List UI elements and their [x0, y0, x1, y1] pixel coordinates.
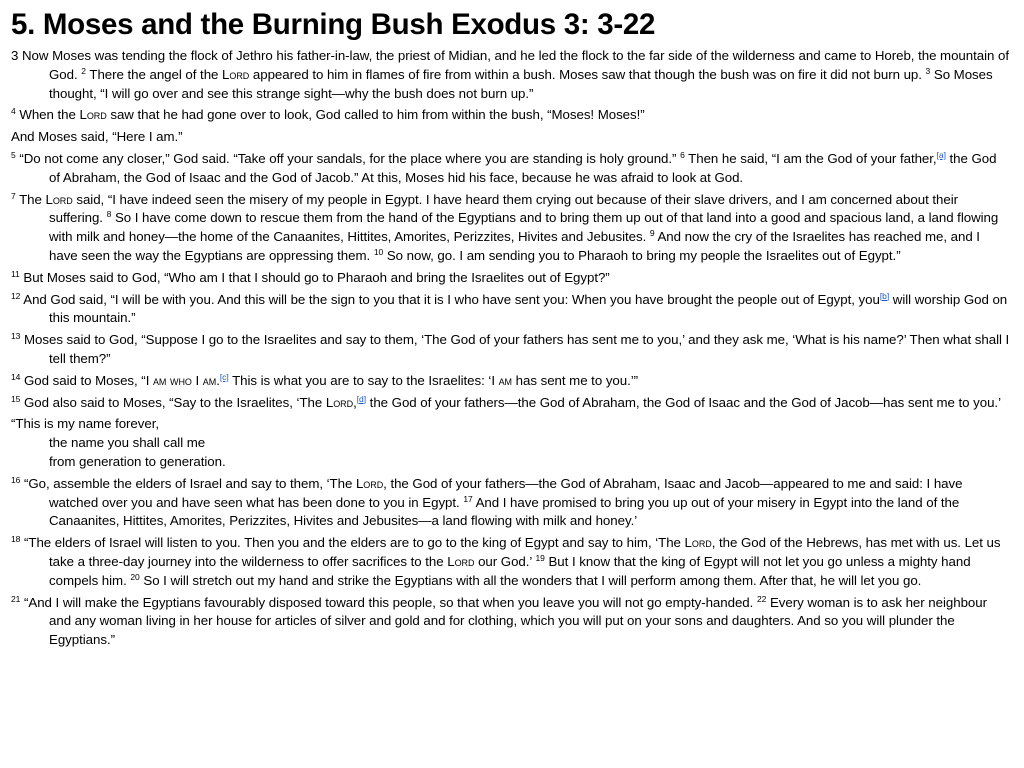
verse-number: 4: [11, 106, 16, 117]
verse-number: 2: [81, 65, 86, 76]
verse-number: 14: [11, 371, 21, 382]
paragraph-verse-21: $^{21}$ “And I will make the Egyptians favourably disposed toward this people, so that when you leave you will not go empty-handed. $^{22}$ Every woman is to ask her neighbour and any woman living in her house for articles of silver and gold and for clothing, which you will put on your sons and daughters. And so you will plunder the Egyptians.”: [11, 593, 987, 648]
verse-number: 10: [373, 246, 384, 257]
verse-number: 6: [680, 149, 685, 160]
verse-number: 22: [756, 593, 767, 604]
poem-block: [11, 415, 1010, 471]
scripture-text: [11, 47, 1010, 650]
verse-number: 19: [535, 552, 545, 563]
verse-number: 13: [11, 331, 21, 342]
paragraph-verse-7: $^7$ The Lord said, “I have indeed seen the misery of my people in Egypt. I have heard them crying out because of their slave drivers, and I am concerned about their suffering. $^8$ So I have come down to rescue them from the hand of the Egyptians and to bring them up out of that land into a good and spacious land, a land flowing with milk and honey—the home of the Canaanites, Hittites, Amorites, Perizzites, Hivites and Jebusites. $^9$ And now the cry of the Israelites has reached me, and I have seen the way the Egyptians are oppressing them. $^{10}$ So now, go. I am sending you to Pharaoh to bring my people the Israelites out of Egypt.”: [11, 190, 999, 263]
paragraph-verse-15: $^{15}$ God also said to Moses, “Say to the Israelites, ‘The Lord,[d] the God of your fathers—the God of Abraham, the God of Isaac and the God of Jacob—has sent me to you.’: [11, 393, 1001, 410]
paragraph-verse-4: $^4$ When the Lord saw that he had gone over to look, God called to him from within the bush, “Moses! Moses!”: [11, 106, 645, 123]
verse-number: 18: [11, 534, 21, 545]
paragraph-verse-12: $^{12}$ And God said, “I will be with you. And this will be the sign to you that it is I who have sent you: When you have brought the people out of Egypt, you[b] will worship God on this mountain.”: [11, 290, 1008, 326]
paragraph-response: And Moses said, “Here I am.”: [11, 129, 183, 145]
paragraph-verse-11: $^{11}$ But Moses said to God, “Who am I that I should go to Pharaoh and bring the Israelites out of Egypt?”: [11, 268, 610, 285]
footnote-link-c[interactable]: [c]: [219, 371, 229, 382]
paragraph-verse-13: $^{13}$ Moses said to God, “Suppose I go to the Israelites and say to them, ‘The God of your fathers has sent me to you,’ and they ask me, ‘What is his name?’ Then what shall I tell them?”: [11, 331, 1010, 366]
verse-number: 9: [649, 228, 655, 239]
paragraph-verse-18: $^{18}$ “The elders of Israel will listen to you. Then you and the elders are to go to the king of Egypt and say to him, ‘The Lord, the God of the Hebrews, has met with us. Let us take a three-day journey into the wilderness to offer sacrifices to the Lord our God.’ $^{19}$ But I know that the king of Egypt will not let you go unless a mighty hand compels him. $^{20}$ So I will stretch out my hand and strike the Egyptians with all the wonders that I will perform among them. After that, he will let you go.: [11, 534, 1001, 588]
verse-number: 7: [11, 190, 16, 201]
verse-number: 21: [11, 593, 21, 604]
lord-word: Lord: [45, 191, 73, 207]
verse-number: 5: [11, 149, 16, 160]
verse-number: 8: [106, 209, 112, 220]
footnote-link-a[interactable]: [a]: [936, 149, 946, 160]
lord-word: Lord: [447, 553, 475, 569]
verse-number: 15: [11, 393, 21, 404]
footnote-link-d[interactable]: [d]: [356, 393, 367, 404]
paragraph-verse-3: 3 Now Moses was tending the flock of Jethro his father-in-law, the priest of Midian, and he led the flock to the far side of the wilderness and came to Horeb, the mountain of God. $^2$ There the angel of the Lord appeared to him in flames of fire from within a bush. Moses saw that though the bush was on fire it did not burn up. $^3$ So Moses thought, “I will go over and see this strange sight—why the bush does not burn up.”: [11, 48, 1009, 101]
paragraph-verse-16: $^{16}$ “Go, assemble the elders of Israel and say to them, ‘The Lord, the God of your fathers—the God of Abraham, Isaac and Jacob—appeared to me and said: I have watched over you and have seen what has been done to you in Egypt. $^{17}$ And I have promised to bring you up out of your misery in Egypt into the land of the Canaanites, Hittites, Amorites, Perizzites, Hivites and Jebusites—a land flowing with milk and honey.’: [11, 474, 963, 529]
lord-word: Lord: [684, 535, 712, 551]
page-title: 5. Moses and the Burning Bush Exodus 3: 3-22: [11, 8, 656, 41]
verse-number: 11: [11, 268, 20, 279]
verse-number: 12: [11, 290, 21, 301]
verse-number: 3: [925, 65, 931, 76]
poem-line: from generation to generation.: [49, 453, 226, 469]
lord-word: Lord: [79, 107, 107, 123]
verse-number: 16: [11, 474, 21, 485]
verse-number: 3: [11, 48, 19, 63]
lord-word: Lord: [355, 475, 384, 491]
lord-word: Lord: [325, 394, 354, 410]
verse-number: 20: [130, 571, 140, 582]
verse-number: 17: [463, 493, 473, 504]
poem-line: “This is my name forever,: [11, 416, 160, 432]
footnote-link-b[interactable]: [b]: [879, 290, 890, 301]
paragraph-verse-14: $^{14}$ God said to Moses, “I am who I am.[c] This is what you are to say to the Israelites: ‘I am has sent me to you.’”: [11, 371, 639, 388]
poem-line: the name you shall call me: [49, 435, 206, 451]
lord-word: Lord: [222, 66, 250, 82]
paragraph-verse-5: $^5$ “Do not come any closer,” God said. “Take off your sandals, for the place where you are standing is holy ground.” $^6$ Then he said, “I am the God of your father,[a] the God of Abraham, the God of Isaac and the God of Jacob.” At this, Moses hid his face, because he was afraid to look at God.: [11, 149, 997, 185]
